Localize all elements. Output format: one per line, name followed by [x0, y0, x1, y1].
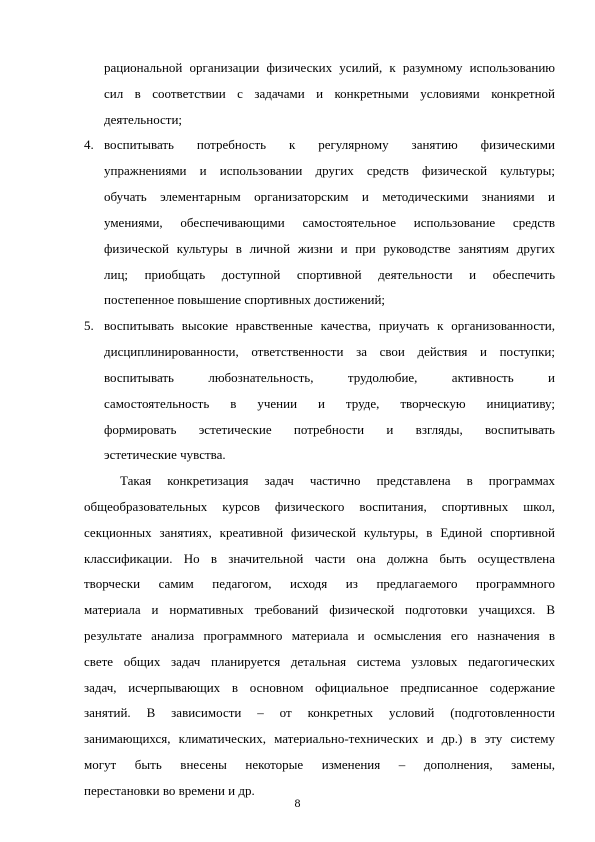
text-line: лиц; приобщать доступной спортивной деятельности и обеспечить — [104, 267, 555, 282]
text-line: упражнениями и использовании других средств физической культуры; — [104, 163, 555, 178]
page-number: 8 — [294, 796, 301, 810]
text-line: задач, исчерпывающих в основном официальное предписанное содержание — [84, 680, 555, 695]
text-line: воспитывать потребность к регулярному занятию физическими — [104, 137, 555, 152]
text-line: результате анализа программного материала и осмысления его назначения в — [84, 628, 555, 643]
text-line: свете общих задач планируется детальная система узловых педагогических — [84, 654, 555, 669]
text-line: умениями, обеспечивающими самостоятельное использование средств — [104, 215, 555, 230]
text-line: занятий. В зависимости – от конкретных условий (подготовленности — [84, 705, 555, 720]
text-line: воспитывать высокие нравственные качества, приучать к организованности, — [104, 318, 555, 333]
text-line: общеобразовательных курсов физического воспитания, спортивных школ, — [84, 499, 555, 514]
paragraph-first-line: Такая конкретизация задач частично представлена в программах — [120, 473, 555, 488]
text-line: постепенное повышение спортивных достижений; — [104, 292, 386, 307]
text-line: секционных занятиях, креативной физической культуры, в Единой спортивной — [84, 525, 555, 540]
list-number: 4. — [84, 137, 94, 152]
text-line: самостоятельность в учении и труде, творческую инициативу; — [104, 396, 555, 411]
text-line: классификации. Но в значительной части она должна быть осуществлена — [84, 551, 555, 566]
text-line: формировать эстетические потребности и взгляды, воспитывать — [104, 422, 555, 437]
text-line: обучать элементарным организаторским и методическими знаниями и — [104, 189, 555, 204]
text-line: дисциплинированности, ответственности за свои действия и поступки; — [104, 344, 555, 359]
text-line: эстетические чувства. — [104, 447, 226, 462]
text-line: могут быть внесены некоторые изменения – дополнения, замены, — [84, 757, 555, 772]
text-line: материала и нормативных требований физической подготовки учащихся. В — [84, 602, 555, 617]
text-line: сил в соответствии с задачами и конкретными условиями конкретной — [104, 86, 555, 101]
list-number: 5. — [84, 318, 94, 333]
text-line: перестановки во времени и др. — [84, 783, 255, 798]
text-line: воспитывать любознательность, трудолюбие, активность и — [104, 370, 555, 385]
text-line: физической культуры в личной жизни и при руководстве занятиям других — [104, 241, 555, 256]
text-line: рациональной организации физических усилий, к разумному использованию — [104, 60, 555, 75]
text-line: занимающихся, климатических, материально-технических и др.) в эту систему — [84, 731, 555, 746]
text-line: творчески самим педагогом, исходя из предлагаемого программного — [84, 576, 555, 591]
text-line: деятельности; — [104, 112, 183, 127]
